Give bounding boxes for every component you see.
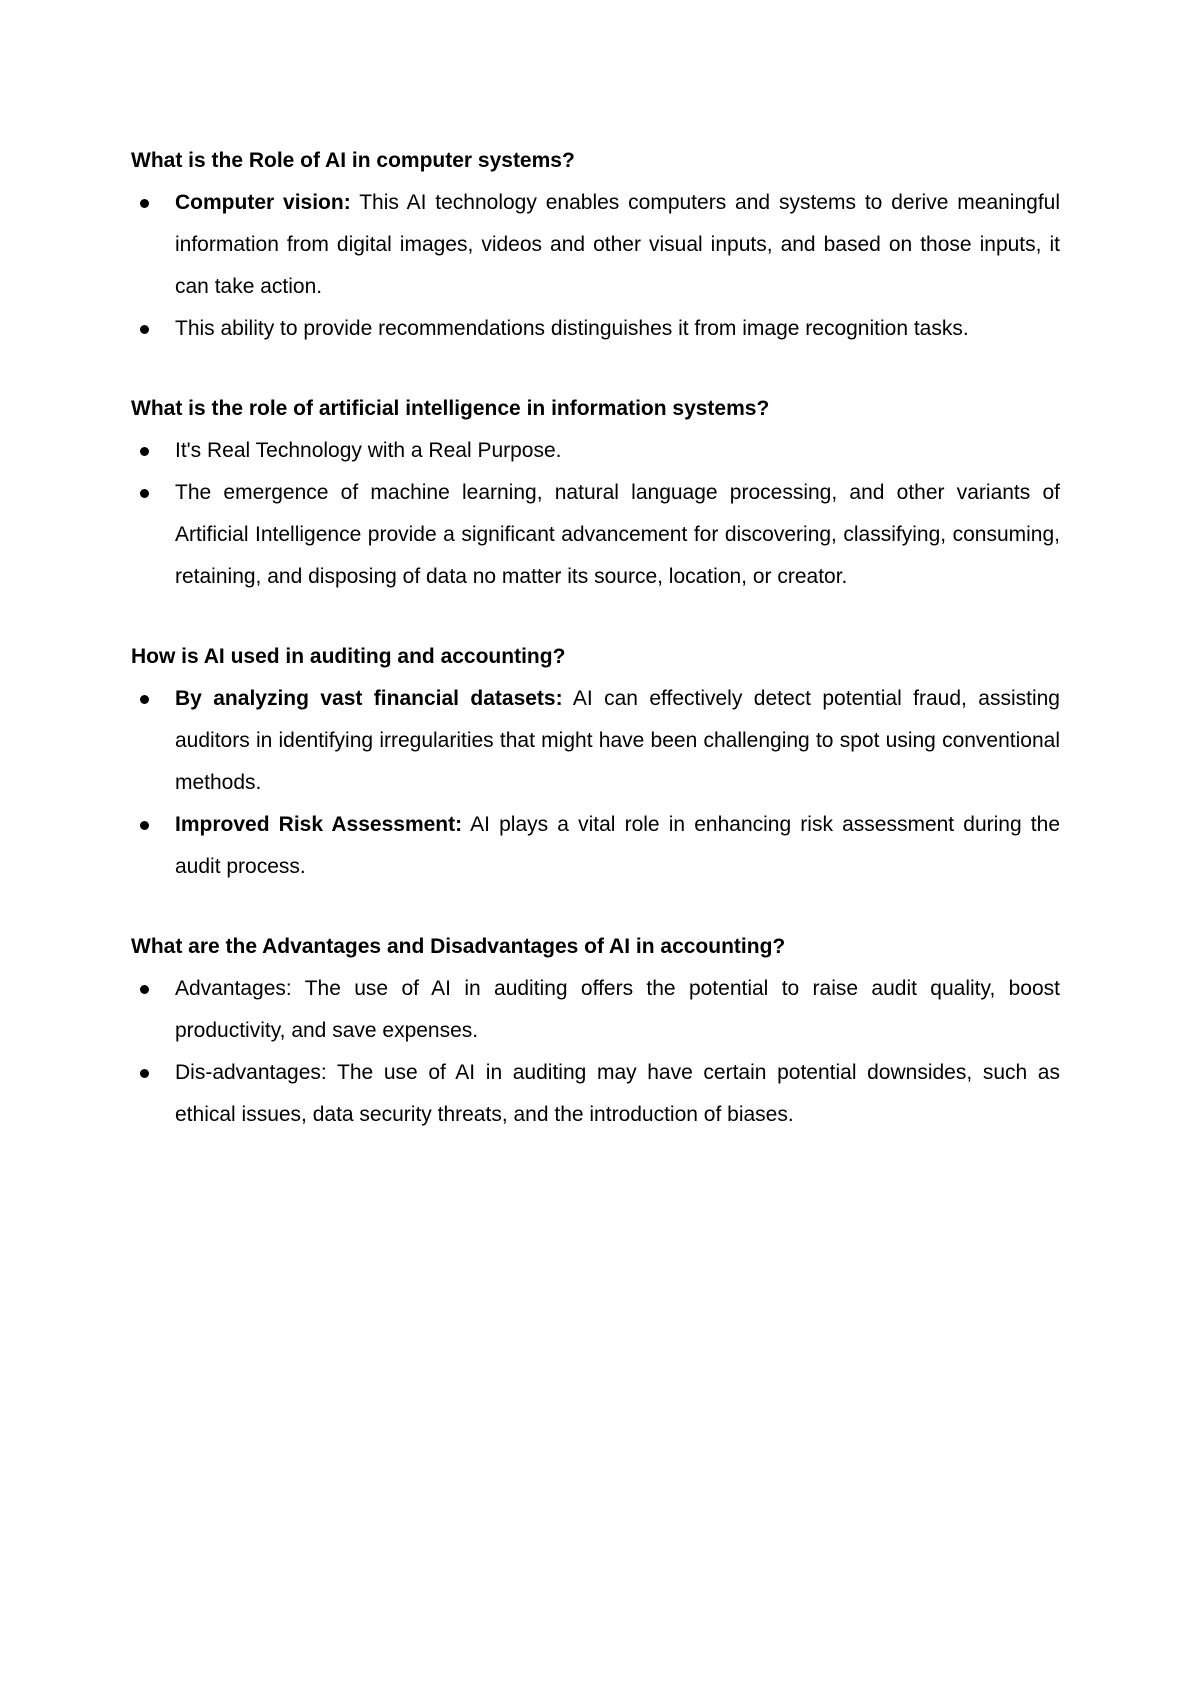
- bullet-icon: [140, 199, 149, 208]
- item-text: It's Real Technology with a Real Purpose.: [175, 439, 562, 462]
- bullet-list: [131, 182, 1060, 350]
- list-item: [131, 472, 1060, 598]
- bullet-icon: [140, 821, 149, 830]
- bullet-icon: [140, 489, 149, 498]
- bullet-icon: [140, 1069, 149, 1078]
- section-heading: What is the role of artificial intelligence in information systems?: [131, 397, 770, 420]
- item-lead: Computer vision:: [175, 191, 351, 214]
- bullet-list: [131, 968, 1060, 1136]
- section-ai-information-systems: [131, 388, 1060, 598]
- item-text: AI can effectively detect potential fraud, assisting auditors in identifying irregularities that might have been challenging to spot using conventional methods.: [175, 687, 1060, 794]
- item-lead: Improved Risk Assessment:: [175, 813, 463, 836]
- bullet-icon: [140, 447, 149, 456]
- section-heading: How is AI used in auditing and accounting?: [131, 645, 566, 668]
- item-text: AI plays a vital role in enhancing risk assessment during the audit process.: [175, 813, 1060, 878]
- bullet-icon: [140, 325, 149, 334]
- list-item: [131, 1052, 1060, 1136]
- list-item: [131, 968, 1060, 1052]
- item-text: This ability to provide recommendations distinguishes it from image recognition tasks.: [175, 317, 969, 340]
- section-ai-computer-systems: [131, 140, 1060, 350]
- bullet-list: [131, 430, 1060, 598]
- bullet-list: [131, 678, 1060, 888]
- item-text: Advantages: The use of AI in auditing offers the potential to raise audit quality, boost productivity, and save expenses.: [175, 977, 1060, 1042]
- section-ai-auditing: [131, 636, 1060, 888]
- item-text: This AI technology enables computers and systems to derive meaningful information from digital images, videos and other visual inputs, and based on those inputs, it can take action.: [175, 191, 1060, 298]
- section-heading: What are the Advantages and Disadvantages of AI in accounting?: [131, 935, 786, 958]
- document-page: [131, 140, 1060, 1174]
- bullet-icon: [140, 695, 149, 704]
- bullet-icon: [140, 985, 149, 994]
- section-ai-advantages: [131, 926, 1060, 1136]
- item-text: Dis-advantages: The use of AI in auditing may have certain potential downsides, such as ethical issues, data security threats, and the introduction of biases.: [175, 1061, 1060, 1126]
- list-item: [131, 182, 1060, 308]
- section-heading: What is the Role of AI in computer systems?: [131, 149, 575, 172]
- list-item: [131, 678, 1060, 804]
- item-lead: By analyzing vast financial datasets:: [175, 687, 563, 710]
- item-text: The emergence of machine learning, natural language processing, and other variants of Artificial Intelligence provide a significant advancement for discovering, classifying, consuming, retaining, and disposing of data no matter its source, location, or creator.: [175, 481, 1060, 588]
- list-item: [131, 430, 1060, 472]
- list-item: [131, 804, 1060, 888]
- list-item: [131, 308, 1060, 350]
